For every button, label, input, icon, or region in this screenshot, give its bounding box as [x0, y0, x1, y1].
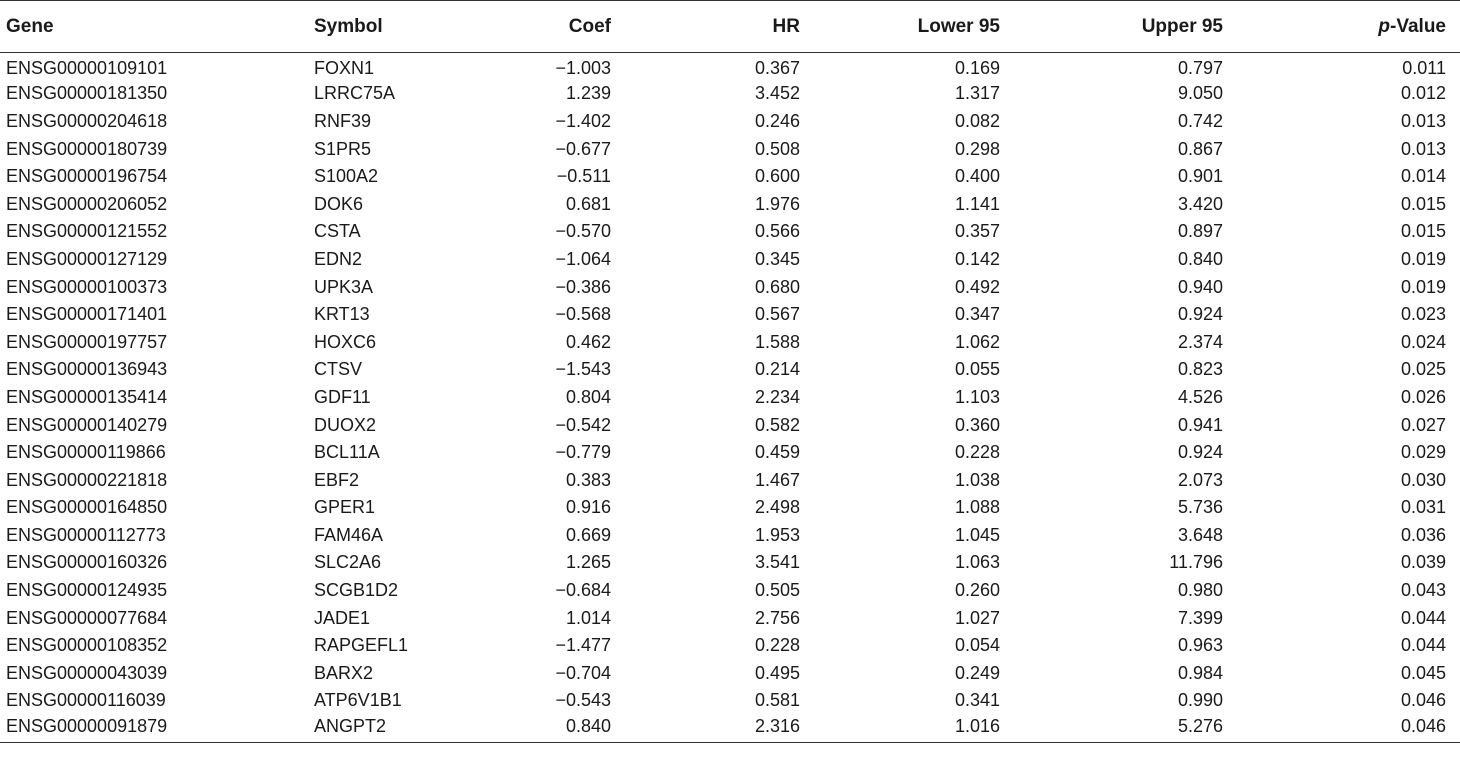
cell-hr: 0.228: [754, 635, 800, 656]
cell-lower-95: 0.400: [954, 166, 1000, 187]
cell-coef: 1.239: [565, 83, 611, 104]
header-p-value: [1265, 1, 1460, 53]
cell-lower-95: 0.169: [954, 58, 1000, 79]
cell-p-value: 0.019: [1400, 276, 1446, 297]
cell-lower-95: 0.357: [954, 221, 1000, 242]
table-row: [0, 273, 1460, 301]
cell-coef: −1.064: [555, 248, 611, 269]
cell-coef: −1.477: [555, 635, 611, 656]
table-row: [0, 356, 1460, 384]
cell-coef: −0.542: [555, 414, 611, 435]
cell-coef: 0.462: [565, 331, 611, 352]
table-row: [0, 80, 1460, 108]
cell-upper-95: 3.420: [1177, 193, 1223, 214]
cell-symbol: BCL11A: [314, 442, 380, 463]
cell-upper-95: 0.901: [1177, 166, 1223, 187]
cell-coef: −0.386: [555, 276, 611, 297]
cell-p-value: 0.015: [1400, 221, 1446, 242]
cell-symbol: FOXN1: [314, 58, 375, 79]
header-gene: Gene: [0, 1, 300, 53]
table-row: [0, 687, 1460, 715]
table-row: [0, 190, 1460, 218]
table-body: [0, 53, 1460, 743]
cell-gene: ENSG00000043039: [6, 662, 168, 683]
cell-symbol: JADE1: [314, 607, 371, 628]
cell-lower-95: 1.141: [954, 193, 1000, 214]
cell-gene: ENSG00000206052: [6, 193, 168, 214]
cell-lower-95: 0.347: [954, 304, 1000, 325]
cell-symbol: ATP6V1B1: [314, 690, 402, 711]
table-row: [0, 466, 1460, 494]
cell-hr: 2.498: [754, 497, 800, 518]
cell-lower-95: 0.228: [954, 442, 1000, 463]
cell-coef: 0.804: [565, 386, 611, 407]
cell-symbol: DOK6: [314, 193, 364, 214]
cell-upper-95: 2.073: [1177, 469, 1223, 490]
cell-upper-95: 0.924: [1177, 304, 1223, 325]
cell-lower-95: 0.055: [954, 359, 1000, 380]
cell-lower-95: 0.082: [954, 110, 1000, 131]
cell-hr: 0.495: [754, 662, 800, 683]
cell-gene: ENSG00000124935: [6, 580, 168, 601]
cell-coef: −1.402: [555, 110, 611, 131]
table-row: [0, 108, 1460, 136]
cell-hr: 3.541: [754, 552, 800, 573]
cell-symbol: SLC2A6: [314, 552, 382, 573]
cell-lower-95: 0.341: [954, 690, 1000, 711]
cell-upper-95: 0.984: [1177, 662, 1223, 683]
cell-upper-95: 0.897: [1177, 221, 1223, 242]
header-upper-95: Upper 95: [1035, 1, 1265, 53]
cell-symbol: S1PR5: [314, 138, 372, 159]
header-coef: Coef: [480, 1, 625, 53]
table-row: [0, 715, 1460, 743]
table-row: [0, 494, 1460, 522]
header-lower-95: Lower 95: [820, 1, 1035, 53]
header-symbol: Symbol: [300, 1, 480, 53]
table-row: [0, 632, 1460, 660]
table-row: [0, 301, 1460, 329]
cell-gene: ENSG00000116039: [6, 690, 166, 711]
cell-p-value: 0.011: [1402, 58, 1446, 79]
cell-symbol: BARX2: [314, 662, 374, 683]
cell-coef: −0.543: [555, 690, 611, 711]
cell-hr: 0.600: [754, 166, 800, 187]
cell-coef: 0.681: [565, 193, 611, 214]
table-row: [0, 384, 1460, 412]
cell-upper-95: 0.840: [1177, 248, 1223, 269]
table-header: [0, 1, 1460, 53]
cell-gene: ENSG00000221818: [6, 469, 168, 490]
cell-upper-95: 0.941: [1177, 414, 1223, 435]
cell-upper-95: 0.963: [1177, 635, 1223, 656]
cell-upper-95: 5.276: [1035, 715, 1265, 743]
cell-gene: ENSG00000112773: [6, 524, 166, 545]
cell-symbol: SCGB1D2: [314, 580, 399, 601]
cell-hr: 2.756: [754, 607, 800, 628]
table-row: [0, 135, 1460, 163]
cell-gene: ENSG00000160326: [6, 552, 168, 573]
cell-hr: 1.467: [754, 469, 800, 490]
cell-gene: ENSG00000108352: [6, 635, 168, 656]
cell-gene: ENSG00000140279: [6, 414, 168, 435]
cell-coef: 0.916: [565, 497, 611, 518]
cell-p-value: 0.030: [1400, 469, 1446, 490]
cell-gene: ENSG00000204618: [6, 110, 168, 131]
cell-gene: ENSG00000196754: [6, 166, 168, 187]
cell-hr: 2.316: [625, 715, 820, 743]
cell-p-value: 0.029: [1400, 442, 1446, 463]
table-row: [0, 218, 1460, 246]
cell-hr: 0.345: [754, 248, 800, 269]
cell-gene: ENSG00000171401: [6, 304, 168, 325]
table-row: [0, 549, 1460, 577]
cell-coef: −0.570: [555, 221, 611, 242]
cell-p-value: 0.027: [1400, 414, 1446, 435]
cell-lower-95: 1.088: [954, 497, 1000, 518]
cell-lower-95: 1.016: [820, 715, 1035, 743]
cell-p-value: 0.014: [1400, 166, 1446, 187]
cell-p-value: 0.024: [1400, 331, 1446, 352]
cell-upper-95: 2.374: [1177, 331, 1223, 352]
cell-coef: −0.704: [555, 662, 611, 683]
cell-symbol: RNF39: [314, 110, 372, 131]
cell-coef: 1.014: [565, 607, 611, 628]
cell-upper-95: 4.526: [1177, 386, 1223, 407]
table-row: [0, 604, 1460, 632]
cell-coef: 1.265: [565, 552, 611, 573]
cell-hr: 0.567: [754, 304, 800, 325]
cell-lower-95: 1.027: [954, 607, 1000, 628]
cell-upper-95: 11.796: [1169, 552, 1223, 573]
cell-gene: ENSG00000109101: [6, 58, 168, 79]
cell-upper-95: 0.990: [1177, 690, 1223, 711]
cell-lower-95: 1.317: [954, 83, 1000, 104]
cell-hr: 1.976: [754, 193, 800, 214]
table-row: [0, 163, 1460, 191]
cell-hr: 0.566: [754, 221, 800, 242]
cell-symbol: KRT13: [314, 304, 370, 325]
cell-gene: ENSG00000181350: [6, 83, 168, 104]
cell-p-value: 0.039: [1400, 552, 1446, 573]
cell-symbol: EBF2: [314, 469, 360, 490]
cell-gene: ENSG00000121552: [6, 221, 168, 242]
cell-hr: 0.581: [754, 690, 800, 711]
cell-coef: −0.677: [555, 138, 611, 159]
table-row: [0, 328, 1460, 356]
cell-gene: ENSG00000197757: [6, 331, 168, 352]
cell-gene: ENSG00000164850: [6, 497, 168, 518]
cell-upper-95: 0.742: [1177, 110, 1223, 131]
cell-lower-95: 0.492: [954, 276, 1000, 297]
cell-hr: 0.505: [754, 580, 800, 601]
cell-upper-95: 0.924: [1177, 442, 1223, 463]
cell-lower-95: 1.045: [954, 524, 1000, 545]
header-hr: HR: [625, 1, 820, 53]
cell-symbol: DUOX2: [314, 414, 377, 435]
cell-p-value: 0.026: [1400, 386, 1446, 407]
cell-coef: 0.840: [480, 715, 625, 743]
cell-symbol: UPK3A: [314, 276, 374, 297]
cell-upper-95: 0.980: [1177, 580, 1223, 601]
cell-gene: ENSG00000091879: [0, 715, 300, 743]
cell-lower-95: 1.038: [954, 469, 1000, 490]
cell-hr: 0.582: [754, 414, 800, 435]
cell-upper-95: 7.399: [1177, 607, 1223, 628]
cell-p-value: 0.043: [1400, 580, 1446, 601]
cell-symbol: GDF11: [314, 386, 371, 407]
table-row: [0, 411, 1460, 439]
cell-p-value: 0.045: [1400, 662, 1446, 683]
cell-coef: −0.511: [556, 166, 611, 187]
cell-hr: 2.234: [754, 386, 800, 407]
cell-lower-95: 1.103: [954, 386, 1000, 407]
cell-hr: 0.246: [754, 110, 800, 131]
cell-gene: ENSG00000077684: [6, 607, 168, 628]
cell-symbol: S100A2: [314, 166, 379, 187]
table-row: [0, 660, 1460, 688]
cell-p-value: 0.036: [1400, 524, 1446, 545]
cell-p-value: 0.044: [1400, 635, 1446, 656]
cell-coef: −0.684: [555, 580, 611, 601]
cell-hr: 1.953: [754, 524, 800, 545]
cell-coef: 0.383: [565, 469, 611, 490]
cell-upper-95: 0.867: [1177, 138, 1223, 159]
cell-p-value: 0.023: [1400, 304, 1446, 325]
cell-gene: ENSG00000119866: [6, 442, 166, 463]
cell-p-value: 0.012: [1400, 83, 1446, 104]
cell-p-value: 0.019: [1400, 248, 1446, 269]
table-row: [0, 577, 1460, 605]
table-row: [0, 246, 1460, 274]
table-row: [0, 522, 1460, 550]
cell-upper-95: 3.648: [1177, 524, 1223, 545]
cell-p-value: 0.044: [1400, 607, 1446, 628]
table-row: [0, 439, 1460, 467]
cell-symbol: HOXC6: [314, 331, 377, 352]
cell-upper-95: 0.823: [1177, 359, 1223, 380]
cell-coef: −1.003: [555, 58, 611, 79]
cell-lower-95: 1.063: [954, 552, 1000, 573]
cell-hr: 1.588: [754, 331, 800, 352]
cell-coef: 0.669: [565, 524, 611, 545]
cell-p-value: 0.046: [1265, 715, 1460, 743]
cell-hr: 0.214: [754, 359, 800, 380]
cell-lower-95: 0.360: [954, 414, 1000, 435]
cell-hr: 0.459: [754, 442, 800, 463]
cell-lower-95: 0.298: [954, 138, 1000, 159]
cell-p-value: 0.031: [1400, 497, 1446, 518]
cell-hr: 3.452: [754, 83, 800, 104]
cell-symbol: GPER1: [314, 497, 376, 518]
cell-upper-95: 0.797: [1177, 58, 1223, 79]
cell-lower-95: 0.249: [954, 662, 1000, 683]
cell-symbol: CTSV: [314, 359, 363, 380]
cell-lower-95: 0.142: [954, 248, 1000, 269]
cell-hr: 0.680: [754, 276, 800, 297]
cell-p-value: 0.013: [1400, 110, 1446, 131]
cell-gene: ENSG00000127129: [6, 248, 168, 269]
cell-hr: 0.508: [754, 138, 800, 159]
cell-gene: ENSG00000180739: [6, 138, 168, 159]
cell-upper-95: 5.736: [1177, 497, 1223, 518]
cell-hr: 0.367: [754, 58, 800, 79]
cell-p-value: 0.046: [1400, 690, 1446, 711]
cell-symbol: EDN2: [314, 248, 363, 269]
header-row: [0, 1, 1460, 53]
cell-upper-95: 9.050: [1177, 83, 1223, 104]
cell-symbol: CSTA: [314, 221, 361, 242]
cell-p-value: 0.025: [1400, 359, 1446, 380]
cell-coef: −1.543: [555, 359, 611, 380]
cell-coef: −0.779: [555, 442, 611, 463]
cell-coef: −0.568: [555, 304, 611, 325]
cell-lower-95: 0.054: [954, 635, 1000, 656]
cell-symbol: LRRC75A: [314, 83, 396, 104]
header-p-suffix: -Value: [1390, 15, 1446, 37]
cell-upper-95: 0.940: [1177, 276, 1223, 297]
table-row: [0, 53, 1460, 81]
cell-symbol: FAM46A: [314, 524, 384, 545]
cell-lower-95: 0.260: [954, 580, 1000, 601]
cell-symbol: ANGPT2: [300, 715, 480, 743]
cell-gene: ENSG00000135414: [6, 386, 168, 407]
cell-lower-95: 1.062: [954, 331, 1000, 352]
cell-gene: ENSG00000136943: [6, 359, 168, 380]
cell-p-value: 0.015: [1400, 193, 1446, 214]
cell-symbol: RAPGEFL1: [314, 635, 409, 656]
cell-p-value: 0.013: [1400, 138, 1446, 159]
cell-gene: ENSG00000100373: [6, 276, 168, 297]
header-p-italic: p: [1378, 15, 1391, 37]
